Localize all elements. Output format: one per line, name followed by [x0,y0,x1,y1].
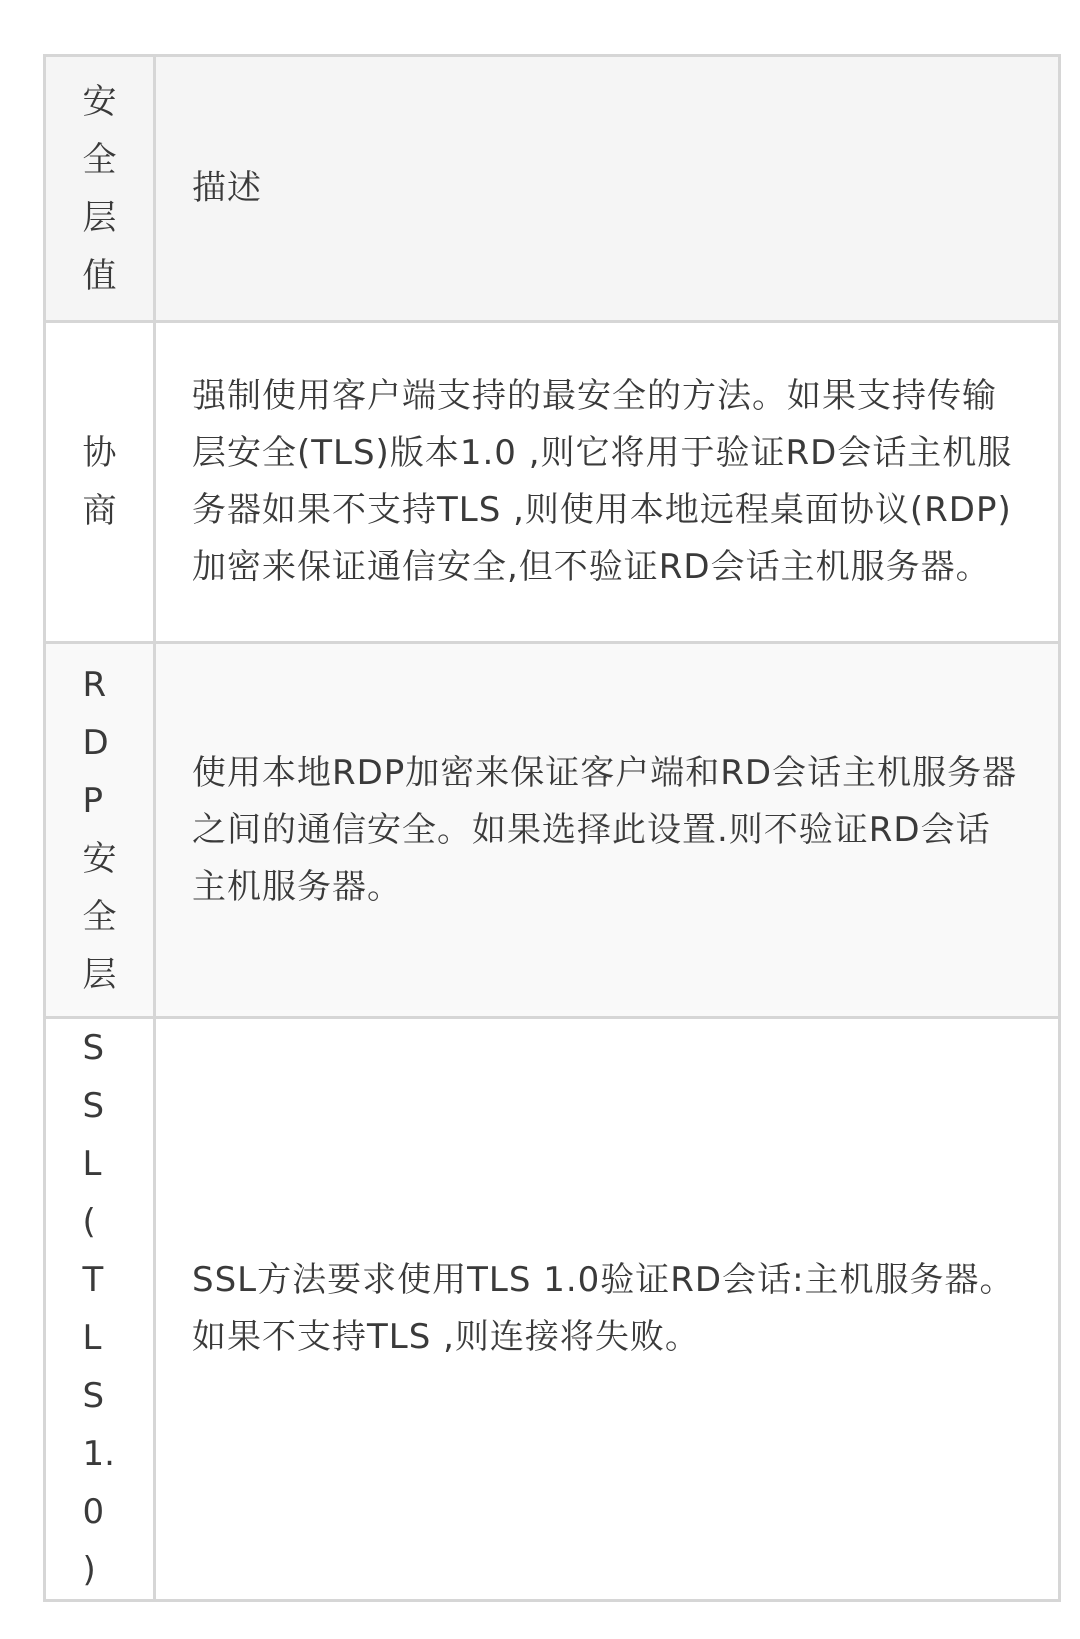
table-row [45,1018,1060,1601]
row-desc-cell [155,643,1060,1018]
row-desc-cell [155,322,1060,643]
table-row [45,643,1060,1018]
row-desc-text: SSL方法要求使用TLS 1.0验证RD会话:主机服务器。如果不支持TLS ,则连接将失败。 [192,1260,1015,1357]
header-key-label: 安全层值 [82,81,117,296]
header-desc-label: 描述 [192,168,262,208]
row-key-label: 协商 [82,433,117,531]
row-desc-cell [155,1018,1060,1601]
table-header-row [45,56,1060,322]
table-row [45,322,1060,643]
row-key-cell [45,322,155,643]
row-key-label: RDP安全层 [82,665,117,995]
security-layer-table [43,54,1061,1602]
row-key-cell [45,1018,155,1601]
row-desc-text: 强制使用客户端支持的最安全的方法。如果支持传输层安全(TLS)版本1.0 ,则它将用于验证RD会话主机服务器如果不支持TLS ,则使用本地远程桌面协议(RDP)加密来保证通信安全,但不验证RD会话主机服务器。 [192,376,1013,587]
row-key-cell [45,643,155,1018]
header-key-cell [45,56,155,322]
header-desc-cell [155,56,1060,322]
row-desc-text: 使用本地RDP加密来保证客户端和RD会话主机服务器之间的通信安全。如果选择此设置.则不验证RD会话主机服务器。 [192,752,1018,907]
row-key-label: SSL(TLS1.0) [82,1028,115,1590]
